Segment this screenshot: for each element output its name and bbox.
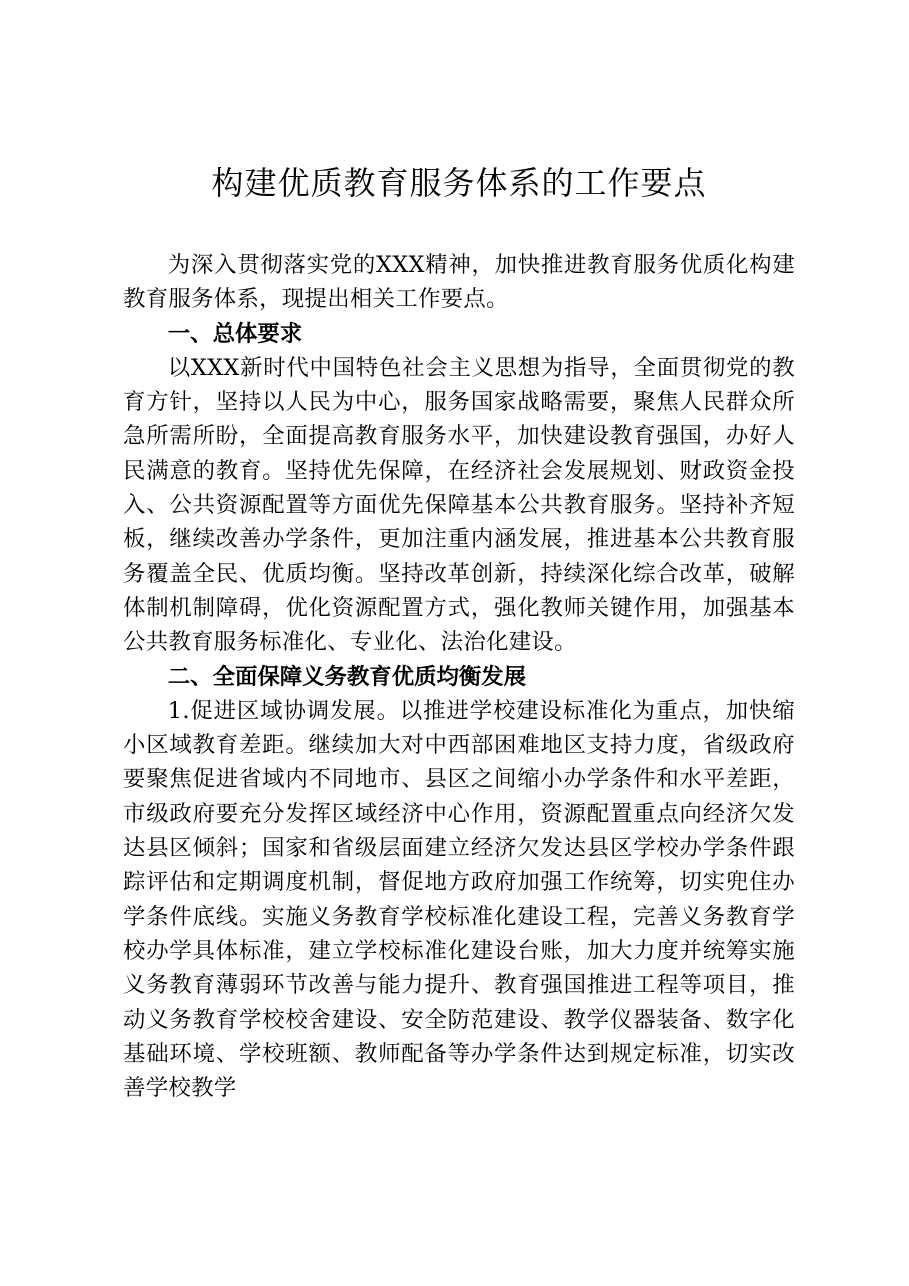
section-heading-compulsory-education: 二、全面保障义务教育优质均衡发展 [167,663,527,690]
intro-paragraph: 为深入贯彻落实党的XXX精神，加快推进教育服务优质化构建教育服务体系，现提出相关工作要点。 [123,252,795,313]
document-title: 构建优质教育服务体系的工作要点 [211,164,707,202]
general-requirements-paragraph: 以XXX新时代中国特色社会主义思想为指导，全面贯彻党的教育方针，坚持以人民为中心，服务国家战略需要，聚焦人民群众所急所需所盼，全面提高教育服务水平，加快建设教育强国，办好人民满意的教育。坚持优先保障，在经济社会发展规划、财政资金投入、公共资源配置等方面优先保障基本公共教育服务。坚持补齐短板，继续改善办学条件，更加注重内涵发展，推进基本公共教育服务覆盖全民、优质均衡。坚持改革创新，持续深化综合改革，破解体制机制障碍，优化资源配置方式，强化教师关键作用，加强基本公共教育服务标准化、专业化、法治化建设。 [123,354,795,656]
section-heading-general-requirements: 一、总体要求 [167,320,303,347]
document-page [123,160,795,1105]
regional-coordination-paragraph: 1.促进区域协调发展。以推进学校建设标准化为重点，加快缩小区域教育差距。继续加大对中西部困难地区支持力度，省级政府要聚焦促进省域内不同地市、县区之间缩小办学条件和水平差距，市级政府要充分发挥区域经济中心作用，资源配置重点向经济欠发达县区倾斜；国家和省级层面建立经济欠发达县区学校办学条件跟踪评估和定期调度机制，督促地方政府加强工作统筹，切实兜住办学条件底线。实施义务教育学校标准化建设工程，完善义务教育学校办学具体标准，建立学校标准化建设台账，加大力度并统筹实施义务教育薄弱环节改善与能力提升、教育强国推进工程等项目，推动义务教育学校校舍建设、安全防范建设、教学仪器装备、数字化基础环境、学校班额、教师配备等办学条件达到规定标准，切实改善学校教学 [123,697,795,1102]
